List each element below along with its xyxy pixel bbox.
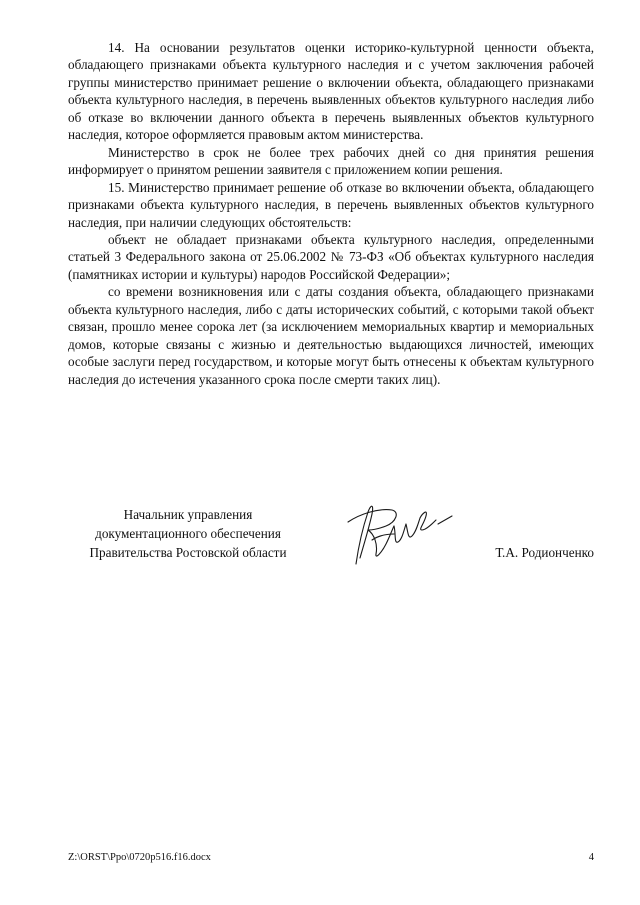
signatory-name: Т.А. Родионченко <box>495 545 594 560</box>
footer-file-path: Z:\ORST\Ppo\0720p516.f16.docx <box>68 852 211 863</box>
page-number: 4 <box>588 852 594 863</box>
paragraph-ministry-notice: Министерство в срок не более трех рабочих дней со дня принятия решения информирует о принятом решении заявителя с приложением копии решения. <box>68 144 594 178</box>
document-body <box>68 39 594 388</box>
signature-block <box>68 505 594 585</box>
condition-item-1: объект не обладает признаками объекта культурного наследия, определенными статьей 3 Федерального закона от 25.06.2002 № 73-ФЗ «Об объектах культурного наследия (памятниках истории и культуры) народов Российской Федерации»; <box>68 231 594 282</box>
signatory-position <box>68 505 308 562</box>
paragraph-14: 14. На основании результатов оценки историко-культурной ценности объекта, обладающего признаками объекта культурного наследия и с учетом заключения рабочей группы министерство принимает решение о включении объекта, обладающего признаками объекта культурного наследия, в перечень выявленных объектов культурного наследия либо об отказе во включении данного объекта в перечень выявленных объектов культурного наследия, которое оформляется правовым актом министерства. <box>68 40 594 143</box>
position-line: Начальник управления <box>123 507 253 522</box>
condition-item-2: со времени возникновения или с даты создания объекта, обладающего признаками объекта культурного наследия, либо с даты исторических событий, с которыми такой объект связан, прошло менее сорока лет (за исключением мемориальных квартир и мемориальных домов, которые связаны с жизнью и деятельностью выдающихся личностей, имеющих особые заслуги перед государством, и которые могут быть отнесены к объектам культурного наследия до истечения указанного срока после смерти таких лиц). <box>68 284 594 387</box>
position-line: документационного обеспечения <box>95 526 281 541</box>
paragraph-15: 15. Министерство принимает решение об отказе во включении объекта, обладающего признаками объекта культурного наследия, в перечень выявленных объектов культурного наследия, при наличии следующих обстоятельств: <box>68 179 594 230</box>
handwritten-signature <box>338 500 458 570</box>
position-line: Правительства Ростовской области <box>89 545 287 560</box>
